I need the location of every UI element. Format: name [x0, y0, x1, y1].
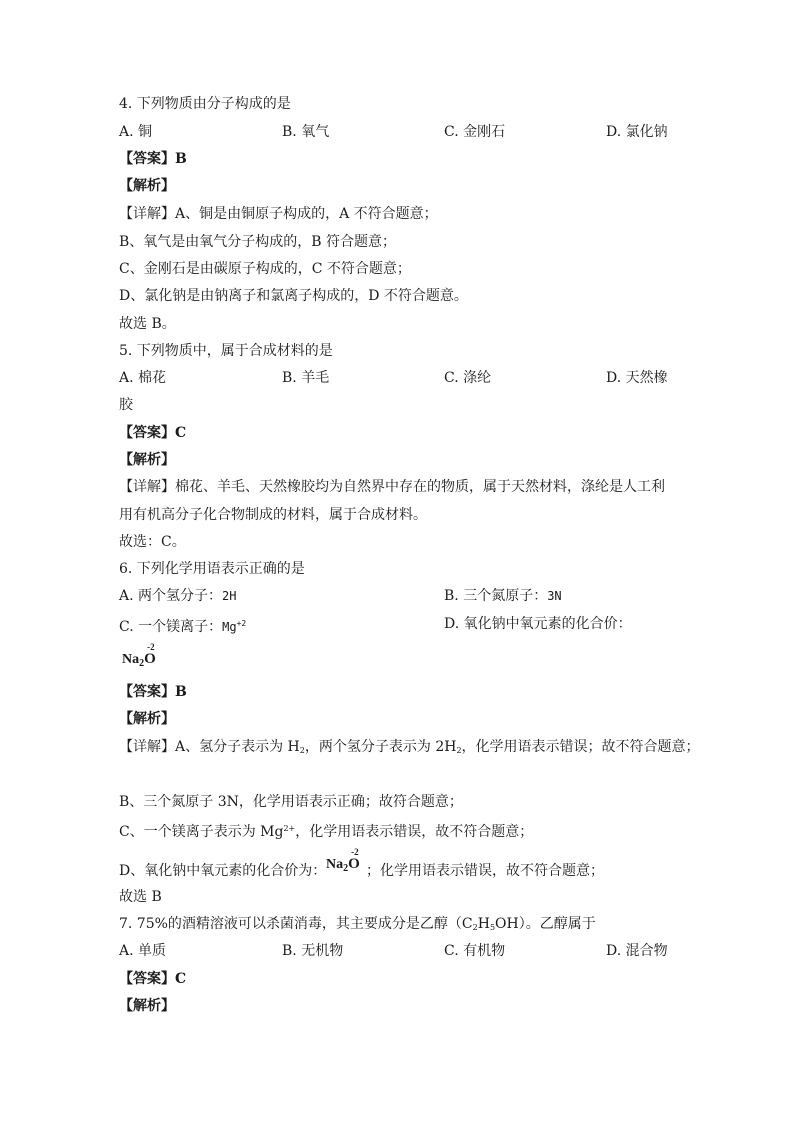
q5-answer: 【答案】C [119, 425, 187, 441]
q6-detail-d-formula: Na2O -2 [326, 847, 360, 874]
q4-stem: 4. 下列物质由分子构成的是 [119, 96, 291, 112]
q6-stem: 6. 下列化学用语表示正确的是 [119, 561, 305, 577]
q6-detail-d-tail: ；化学用语表示错误，故不符合题意； [366, 863, 604, 879]
q4-option-c: C. 金刚石 [444, 124, 506, 140]
q6-choice: 故选 B [119, 889, 162, 905]
q5-analysis-heading: 【解析】 [119, 452, 175, 468]
q5-option-d-wrap: 胶 [119, 397, 133, 413]
q4-answer: 【答案】B [119, 151, 187, 167]
q4-detail: 【详解】A、铜是由铜原子构成的，A 不符合题意； [119, 206, 438, 222]
q6-detail-c: C、一个镁离子表示为 $Mg^{2+}$，化学用语表示错误，故不符合题意； [119, 824, 534, 840]
q6-answer: 【答案】B [119, 684, 187, 700]
q7-option-c: C. 有机物 [444, 943, 506, 959]
q7-stem: 7. 75%的酒精溶液可以杀菌消毒，其主要成分是乙醇$(C_2H_5OH)$。乙醇属于 [119, 916, 596, 932]
q6-option-a: A. 两个氢分子：2H [119, 588, 237, 604]
q4-option-d: D. 氯化钠 [606, 124, 668, 140]
q4-option-a: A. 铜 [119, 124, 153, 140]
q5-detail-line-1: 【详解】棉花、羊毛、天然橡胶均为自然界中存在的物质，属于天然材料，涤纶是人工利 [119, 479, 665, 495]
q5-option-a: A. 棉花 [119, 370, 167, 386]
q6-option-b: B. 三个氮原子：3N [444, 588, 562, 604]
q5-option-d: D. 天然橡 [606, 370, 668, 386]
q6-detail-a: 【详解】A、氢分子表示为 $H_2$，两个氢分子表示为 $2H_2$，化学用语表示错误；故不符合题意； [119, 739, 700, 755]
q5-choice: 故选：C。 [119, 534, 186, 550]
q4-option-b: B. 氧气 [282, 124, 330, 140]
q4-detail-c: C、金刚石是由碳原子构成的，C 不符合题意； [119, 261, 411, 277]
q5-detail-line-2: 用有机高分子化合物制成的材料，属于合成材料。 [119, 507, 427, 523]
q5-option-b: B. 羊毛 [282, 370, 330, 386]
q6-option-c: C. 一个镁离子：$Mg^{+2}$ [119, 619, 247, 635]
q4-analysis-heading: 【解析】 [119, 178, 175, 194]
q6-detail-d: D、氧化钠中氧元素的化合价为： [119, 863, 327, 879]
q4-choice: 故选 B。 [119, 316, 176, 332]
q6-detail-b: B、三个氮原子 3N，化学用语表示正确；故符合题意； [119, 794, 463, 810]
q4-detail-d: D、氯化钠是由钠离子和氯离子构成的，D 不符合题意。 [119, 288, 468, 304]
q6-analysis-heading: 【解析】 [119, 711, 175, 727]
q6-option-d-formula: Na2O -2 [122, 642, 156, 669]
q5-option-c: C. 涤纶 [444, 370, 492, 386]
q7-option-b: B. 无机物 [282, 943, 344, 959]
q4-detail-b: B、氧气是由氧气分子构成的，B 符合题意； [119, 234, 397, 250]
q7-option-a: A. 单质 [119, 943, 167, 959]
q5-stem: 5. 下列物质中，属于合成材料的是 [119, 343, 333, 359]
q7-analysis-heading: 【解析】 [119, 998, 175, 1014]
q7-option-d: D. 混合物 [606, 943, 668, 959]
q6-option-d: D. 氧化钠中氧元素的化合价： [444, 616, 632, 632]
q7-answer: 【答案】C [119, 971, 187, 987]
